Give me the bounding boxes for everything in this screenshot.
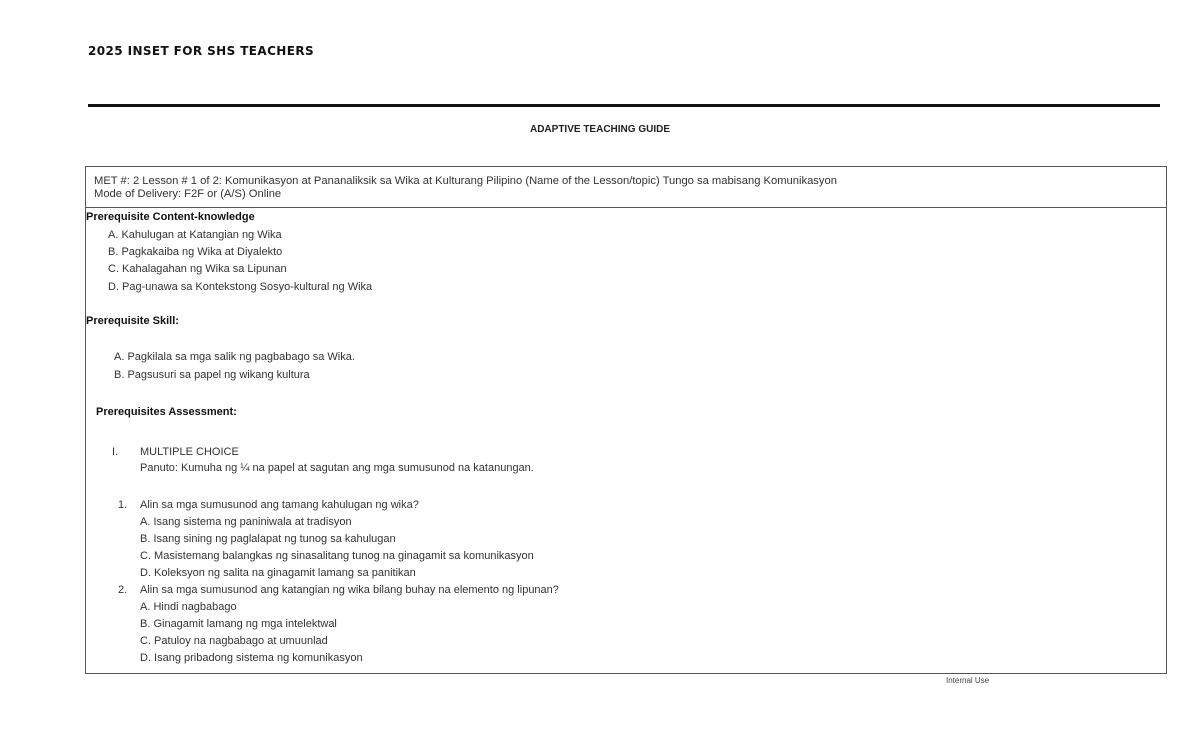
assessment-heading: Prerequisites Assessment: [96,406,237,418]
answer-choice: D. Koleksyon ng salita na ginagamit lamang sa panitikan [140,567,416,579]
answer-choice: A. Hindi nagbabago [140,601,237,613]
question-number: 1. [118,499,128,511]
answer-choice: D. Isang pribadong sistema ng komunikasyon [140,652,363,664]
footer-note: Internal Use [946,676,990,685]
content-knowledge-item: A. Kahulugan at Katangian ng Wika [108,229,282,241]
content-knowledge-item: D. Pag-unawa sa Kontekstong Sosyo-kultural ng Wika [108,281,373,293]
lesson-meta-row [86,167,1166,208]
header-title: 2025 INSET FOR SHS TEACHERS [88,44,315,58]
answer-choice: C. Patuloy na nagbabago at umuunlad [140,635,328,647]
delivery-mode-line: Mode of Delivery: F2F or (A/S) Online [94,188,282,200]
content-knowledge-item: B. Pagkakaiba ng Wika at Diyalekto [108,246,283,258]
question-number: 2. [118,584,128,596]
answer-choice: B. Ginagamit lamang ng mga intelektwal [140,618,337,630]
header-divider [88,104,1160,107]
document-title: ADAPTIVE TEACHING GUIDE [529,124,670,135]
skill-heading: Prerequisite Skill: [86,315,179,327]
section-label: I. [112,446,119,458]
skill-item: B. Pagsusuri sa papel ng wikang kultura [114,369,310,381]
section-title: MULTIPLE CHOICE [140,446,239,458]
content-knowledge-item: C. Kahalagahan ng Wika sa Lipunan [108,263,287,275]
answer-choice: C. Masistemang balangkas ng sinasalitang tunog na ginagamit sa komunikasyon [140,550,534,562]
answer-choice: B. Isang sining ng paglalapat ng tunog sa kahulugan [140,533,396,545]
skill-item: A. Pagkilala sa mga salik ng pagbabago sa Wika. [114,351,355,363]
content-knowledge-heading: Prerequisite Content-knowledge [86,211,255,223]
question-text: Alin sa mga sumusunod ang katangian ng wika bilang buhay na elemento ng lipunan? [140,584,559,596]
assessment-instructions: Panuto: Kumuha ng ¼ na papel at sagutan ang mga sumusunod na katanungan. [140,462,534,474]
teaching-guide-box [85,166,1167,674]
answer-choice: A. Isang sistema ng paniniwala at tradisyon [140,516,352,528]
question-text: Alin sa mga sumusunod ang tamang kahulugan ng wika? [140,499,419,511]
lesson-meta-line: MET #: 2 Lesson # 1 of 2: Komunikasyon at Pananaliksik sa Wika at Kulturang Pilipino (Name of the Lesson/topic) Tungo sa mabisang Komunikasyon [94,175,837,187]
